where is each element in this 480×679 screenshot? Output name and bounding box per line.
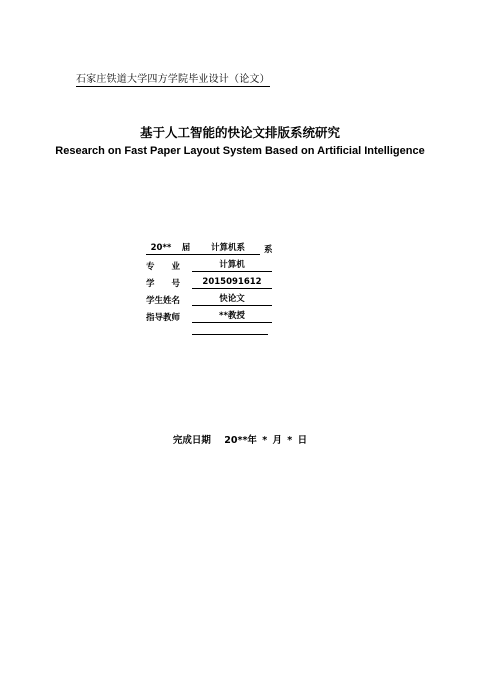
completion-date xyxy=(0,432,480,446)
student-id-value: 2015091612 xyxy=(192,277,272,289)
advisor-value: **教授 xyxy=(192,311,272,323)
student-info-block xyxy=(146,238,273,323)
thesis-title-english: Research on Fast Paper Layout System Based on Artificial Intelligence xyxy=(55,145,425,157)
cohort-jie: 届 xyxy=(176,243,196,255)
page-header: 石家庄铁道大学四方学院毕业设计（论文） xyxy=(76,70,270,87)
blank-underline xyxy=(192,334,268,335)
cohort-row xyxy=(146,238,273,255)
thesis-title-chinese: 基于人工智能的快论文排版系统研究 xyxy=(139,125,340,140)
student-id-label: 学 号 xyxy=(146,279,181,289)
department-suffix: 系 xyxy=(264,245,273,255)
major-row xyxy=(146,255,273,272)
student-name-label: 学生姓名 xyxy=(146,296,181,306)
major-value: 计算机 xyxy=(192,260,272,272)
cohort-year: 20** xyxy=(146,243,176,255)
student-id-row xyxy=(146,272,273,289)
completion-date-label: 完成日期 xyxy=(172,435,211,446)
department-value: 计算机系 xyxy=(196,243,260,255)
student-name-value: 快论文 xyxy=(192,294,272,306)
completion-date-value: 20**年 * 月 * 日 xyxy=(224,435,308,446)
advisor-row xyxy=(146,306,273,323)
student-name-row xyxy=(146,289,273,306)
advisor-label: 指导教师 xyxy=(146,313,181,323)
major-label: 专 业 xyxy=(146,262,181,272)
